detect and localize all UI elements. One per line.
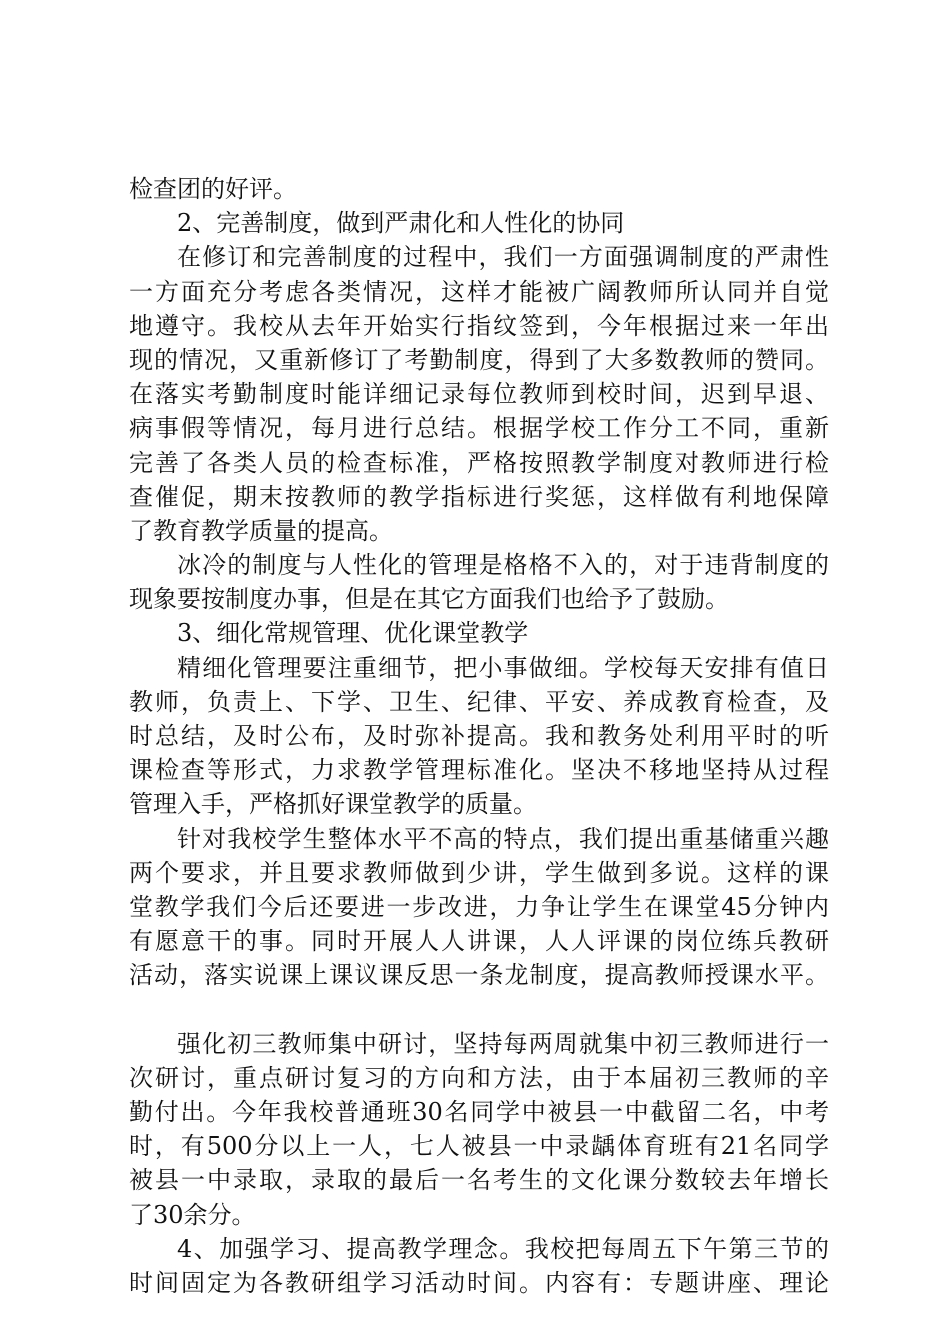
text-line: 检查团的好评。 [129,175,297,203]
text-line: 管理入手，严格抓好课堂教学的质量。 [129,790,537,819]
text-line: 冰冷的制度与人性化的管理是格格不入的，对于违背制度的 [177,551,829,580]
text-line: 现的情况，又重新修订了考勤制度，得到了大多数教师的赞同。 [129,345,829,374]
blank-line [129,993,829,1027]
text-line: 次研讨，重点研讨复习的方向和方法，由于本届初三教师的辛 [129,1063,829,1092]
text-line: 堂教学我们今后还要进一步改进，力争让学生在课堂45分钟内 [129,892,829,921]
text-line: 勤付出。今年我校普通班30名同学中被县一中截留二名，中考 [129,1098,829,1127]
section-heading-2: 2、完善制度，做到严肃化和人性化的协同 [177,209,625,238]
text-line: 精细化管理要注重细节，把小事做细。学校每天安排有值日 [177,653,829,682]
text-line: 时总结，及时公布，及时弥补提高。我和教务处利用平时的听 [129,722,829,750]
text-line: 强化初三教师集中研讨，坚持每两周就集中初三教师进行一 [177,1029,829,1058]
text-line: 针对我校学生整体水平不高的特点，我们提出重基储重兴趣 [177,824,829,853]
text-line: 了30余分。 [129,1200,256,1229]
text-line: 一方面充分考虑各类情况，这样才能被广阔教师所认同并自觉 [129,277,829,306]
text-line: 有愿意干的事。同时开展人人讲课，人人评课的岗位练兵教研 [129,927,829,956]
text-line: 两个要求，并且要求教师做到少讲，学生做到多说。这样的课 [129,858,829,887]
text-line: 现象要按制度办事，但是在其它方面我们也给予了鼓励。 [129,585,729,614]
text-line: 活动，落实说课上课议课反思一条龙制度，提高教师授课水平。 [129,961,829,990]
text-line: 教师，负责上、下学、卫生、纪律、平安、养成教育检查，及 [129,687,829,716]
text-line: 时间固定为各教研组学习活动时间。内容有：专题讲座、理论 [129,1269,829,1297]
document-body [129,172,829,1300]
text-line: 病事假等情况，每月进行总结。根据学校工作分工不同，重新 [129,414,829,443]
text-line: 时，有500分以上一人，七人被县一中录龋体育班有21名同学 [129,1132,829,1161]
text-line: 完善了各类人员的检查标准，严格按照教学制度对教师进行检 [129,448,829,477]
text-line: 在修订和完善制度的过程中，我们一方面强调制度的严肃性 [177,243,829,272]
section-heading-4: 4、加强学习、提高教学理念。我校把每周五下午第三节的 [177,1234,829,1263]
text-line: 了教育教学质量的提高。 [129,516,393,545]
text-line: 在落实考勤制度时能详细记录每位教师到校时间，迟到早退、 [129,380,829,409]
text-line: 地遵守。我校从去年开始实行指纹签到，今年根据过来一年出 [129,311,829,340]
text-line: 课检查等形式，力求教学管理标准化。坚决不移地坚持从过程 [129,756,829,785]
text-line: 被县一中录取，录取的最后一名考生的文化课分数较去年增长 [129,1166,829,1195]
section-heading-3: 3、细化常规管理、优化课堂教学 [177,619,529,648]
text-line: 查催促，期末按教师的教学指标进行奖惩，这样做有利地保障 [129,482,829,511]
